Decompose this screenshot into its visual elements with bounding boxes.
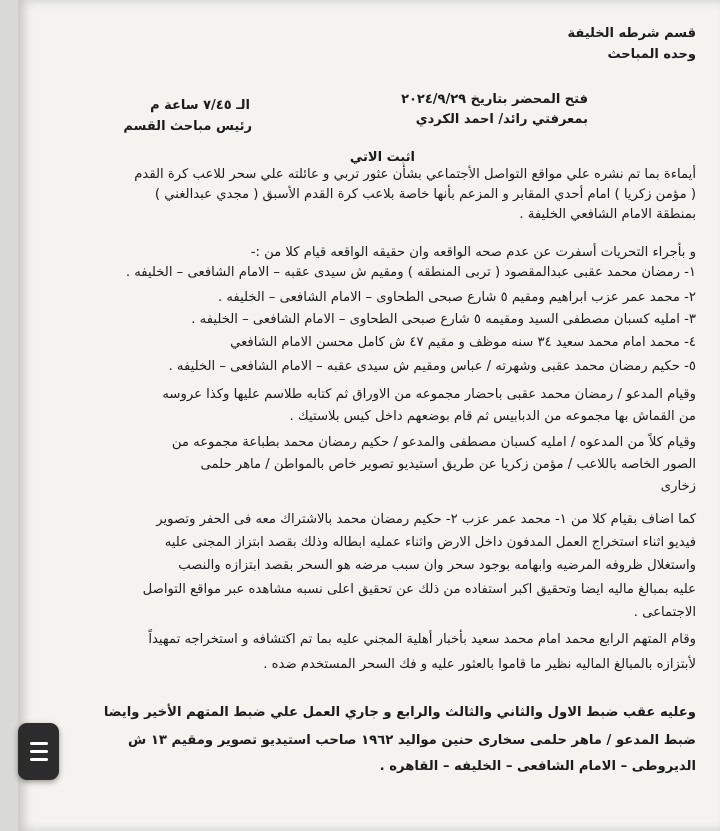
report-date: فتح المحضر بتاريخ ٢٠٢٤/٩/٢٩ (401, 92, 588, 107)
department-name: قسم شرطه الخليفة (567, 26, 696, 41)
paragraph-line: وقام المتهم الرابع محمد امام محمد سعيد بأخبار أهلية المجني عليه بما تم اكتشافه و استخراجه تمهيداً (148, 632, 696, 647)
menu-icon (30, 742, 48, 745)
section-title: اثبت الاتي (349, 150, 415, 165)
suspect-item: ٥- حكيم رمضان محمد عقبى وشهرته / عباس ومقيم ش سيدى عقبه – الامام الشافعى – الخليفه . (168, 359, 696, 374)
paragraph-line: ( مؤمن زكريا ) امام أحدي المقابر و المزعم بأنها خاصة بلاعب كرة القدم الأسبق ( مجدي عبدالغني ) (154, 187, 696, 202)
paragraph-line: أيماءة بما تم نشره علي مواقع التواصل الأجتماعي بشأن عثور تربي و عائلته علي سحر للاعب كرة القدم (134, 167, 696, 182)
paragraph-line: ضبط المدعو / ماهر حلمى سخارى حنين مواليد ١٩٦٢ صاحب استيديو تصوير ومقيم ١٣ ش (128, 733, 696, 748)
officer-name: بمعرفتي رائد/ احمد الكردي (415, 112, 588, 127)
paragraph-line: زخارى (660, 479, 696, 494)
paragraph-line: وعليه عقب ضبط الاول والثاني والثالث والرابع و جاري العمل علي ضبط المتهم الأخير وايضا (103, 705, 696, 720)
paragraph-line: بمنطقة الامام الشافعي الخليفة . (519, 207, 696, 222)
report-time: الـ ٧/٤٥ ساعة م (150, 98, 250, 113)
paragraph-line: واستغلال ظروفه المرضيه وابهامه بوجود سحر وان سبب مرضه هو السحر بقصد ابتزازه والنصب (178, 558, 696, 573)
paragraph-line: و بأجراء التحريات أسفرت عن عدم صحه الواقعه وان حقيقه الواقعه قيام كلا من :- (250, 245, 696, 260)
suspect-item: ٢- محمد عمر عزب ابراهيم ومقيم ٥ شارع صبحى الطحاوى – الامام الشافعى – الخليفه . (217, 290, 696, 305)
suspect-item: ١- رمضان محمد عقبى عبدالمقصود ( تربى المنطقه ) ومقيم ش سيدى عقبه – الامام الشافعى – الخليفه . (125, 265, 696, 280)
suspect-item: ٤- محمد امام محمد سعيد ٣٤ سنه موظف و مقيم ٤٧ ش كامل محسن الامام الشافعي (230, 335, 696, 350)
chief-title: رئيس مباحث القسم (123, 119, 252, 134)
paragraph-line: الديروطى – الامام الشافعى – الخليفه – القاهره . (379, 759, 696, 774)
paragraph-line: كما اضاف بقيام كلا من ١- محمد عمر عزب ٢- حكيم رمضان محمد بالاشتراك معه فى الحفر وتصوير (156, 512, 696, 527)
suspect-item: ٣- امليه كسبان مصطفى السيد ومقيمه ٥ شارع صبحى الطحاوى – الامام الشافعى – الخليفه . (191, 312, 696, 327)
paragraph-line: وقيام كلاً من المدعوه / امليه كسبان مصطفى والمدعو / حكيم رمضان محمد بطباعة مجموعه من (171, 435, 696, 450)
paragraph-line: من القماش بها مجموعه من الدبابيس ثم قام بوضعهم داخل كيس بلاستيك . (289, 409, 696, 424)
paragraph-line: فيديو اثناء استخراج العمل المدفون داخل الارض واثناء عمليه ابطاله وذلك بقصد ابتزاز المجنى عليه (164, 535, 696, 550)
unit-name: وحده المباحث (607, 47, 696, 62)
menu-button[interactable] (18, 723, 59, 780)
paragraph-line: لأبتزازه بالمبالغ الماليه نظير ما قاموا بالعثور عليه و فك السحر المستخدم ضده . (263, 657, 696, 672)
paragraph-line: وقيام المدعو / رمضان محمد عقبى باحضار مجموعه من الاوراق ثم كتابه طلاسم عليها وكذا عروسه (162, 387, 696, 402)
paragraph-line: الصور الخاصه باللاعب / مؤمن زكريا عن طريق استيديو تصوير خاص بالمواطن / ماهر حلمى (200, 457, 696, 472)
paragraph-line: الاجتماعى . (633, 605, 696, 620)
paragraph-line: عليه بمبالغ ماليه ايضا وتحقيق اكبر استفاده من ذلك عن تحقيق اعلى نسبه مشاهده عبر مواقع التواصل (142, 582, 696, 597)
